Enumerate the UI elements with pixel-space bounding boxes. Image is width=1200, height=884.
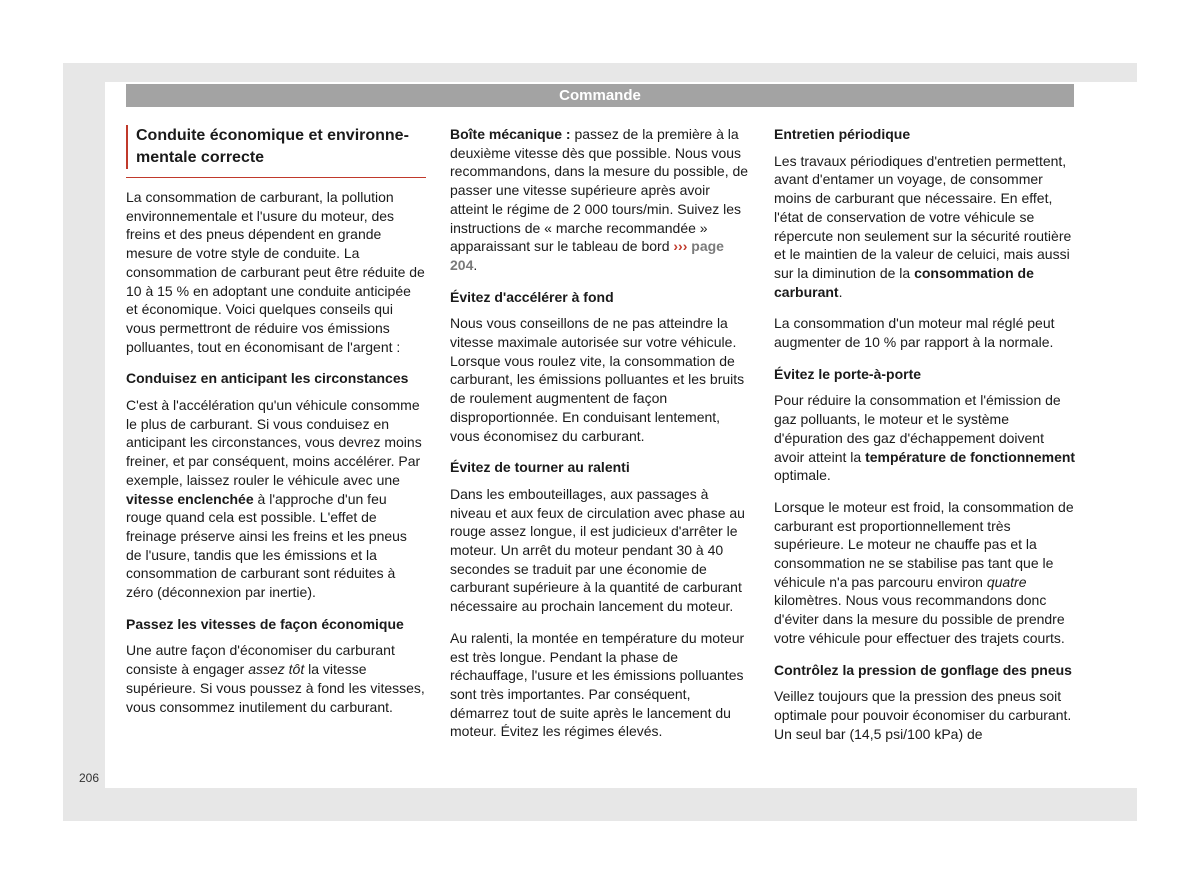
paragraph-door-to-door: Pour réduire la consommation et l'émission de gaz polluants, le moteur et le système d'épuration des gaz d'échappement doivent avoir atteint la température de fonctionnement optimale. — [774, 392, 1076, 484]
section-title — [126, 125, 426, 169]
paragraph-idle-1: Dans les embouteillages, aux passages à niveau et aux feux de circulation avec phase au rouge assez longue, il est judicieux d'arrêter le moteur. Un arrêt du moteur pendant 30 à 40 secondes se traduit par une économie de carburant supérieure à la quantité de carburant nécessaire au prochain lancement du moteur. — [450, 485, 745, 615]
intro-paragraph: La consommation de carburant, la pollution environnementale et l'usure du moteur, des freins et des pneus dépendent en grande mesure de votre style de conduite. La consommation de carburant peut être réduite de 10 à 15 % en adoptant une conduite anticipée et économique. Voici quelques conseils qui vous permettront de réduire vos émissions polluantes, tout en économisant de l'argent : — [126, 189, 425, 355]
section-title-text: Conduite économique et environne- mentale correcte — [136, 127, 409, 166]
arrow-icon: ››› — [673, 238, 688, 255]
paragraph-tyre-pressure: Veillez toujours que la pression des pneus soit optimale pour pouvoir économiser du carburant. Un seul bar (14,5 psi/100 kPa) de — [774, 688, 1072, 742]
heading-door-to-door: Évitez le porte-à-porte — [774, 365, 922, 382]
heading-anticipate: Conduisez en anticipant les circonstances — [126, 370, 409, 387]
column-3 — [774, 125, 1076, 756]
paragraph-gears: Une autre façon d'économiser du carburant consiste à engager assez tôt la vitesse supérieure. Si vous poussez à fond les vitesses, vous consommez inutilement du carburant. — [126, 642, 425, 715]
section-header: Commande — [126, 84, 1074, 107]
paragraph-cold-engine: Lorsque le moteur est froid, la consommation de carburant est proportionnellement très supérieure. Le moteur ne chauffe pas et la consommation ne se stabilise pas tant que le véhicule n'a pas parcouru environ quatre kilomètres. Nous vous recommandons donc d'éviter dans la mesure du possible de prendre votre véhicule pour effectuer des trajets courts. — [774, 498, 1074, 646]
paragraph-service: Les travaux périodiques d'entretien permettent, avant d'entamer un voyage, de consommer moins de carburant que nécessaire. En effet, l'état de conservation de votre véhicule se répercute non seulement sur la sécurité routière et le maintien de la valeur de celuici, mais aussi sur la diminution de la consommation de carburant. — [774, 152, 1072, 300]
heading-full-throttle: Évitez d'accélérer à fond — [450, 288, 614, 305]
paragraph-manual-gearbox: Boîte mécanique : passez de la première à la deuxième vitesse dès que possible. Nous vous recommandons, dans la mesure du possible, de passer une vitesse supérieure après avoir atteint le régime de 2 000 tours/min. Suivez les instructions de « marche recommandée » apparaissant sur le tableau de bord ››› page 204. — [450, 126, 749, 273]
column-2 — [450, 125, 750, 754]
column-1 — [126, 125, 426, 729]
heading-idle: Évitez de tourner au ralenti — [450, 459, 630, 476]
heading-gears: Passez les vitesses de façon économique — [126, 615, 404, 632]
heading-service: Entretien périodique — [774, 126, 911, 142]
page-number: 206 — [79, 771, 100, 785]
heading-tyre-pressure: Contrôlez la pression de gonflage des pneus — [774, 661, 1072, 678]
paragraph-anticipate: C'est à l'accélération qu'un véhicule consomme le plus de carburant. Si vous conduisez en anticipant les circonstances, vous devrez moins freiner, et par conséquent, moins accélérer. Par exemple, laissez rouler le véhicule avec une vitesse enclenchée à l'approche d'un feu rouge quand cela est possible. L'effet de freinage préserve ainsi les freins et les pneus de l'usure, tandis que les émissions et la consommation de carburant sont réduites à zéro (déconnexion par inertie). — [126, 397, 422, 601]
paragraph-idle-2: Au ralenti, la montée en température du moteur est très longue. Pendant la phase de réchauffage, l'usure et les émissions polluantes sont très importantes. Par conséquent, démarrez tout de suite après le lancement du moteur. Évitez les régimes élevés. — [450, 629, 745, 740]
title-rule — [126, 177, 426, 178]
page-reference-link[interactable]: ››› page 204 — [450, 238, 724, 273]
paragraph-service-2: La consommation d'un moteur mal réglé peut augmenter de 10 % par rapport à la normale. — [774, 315, 1055, 351]
paragraph-full-throttle: Nous vous conseillons de ne pas atteindre la vitesse maximale autorisée sur votre véhicule. Lorsque vous roulez vite, la consommation de carburant, les émissions polluantes et les bruits de roulement augmentent de façon disproportionnée. En conduisant lentement, vous économisez du carburant. — [450, 315, 745, 444]
